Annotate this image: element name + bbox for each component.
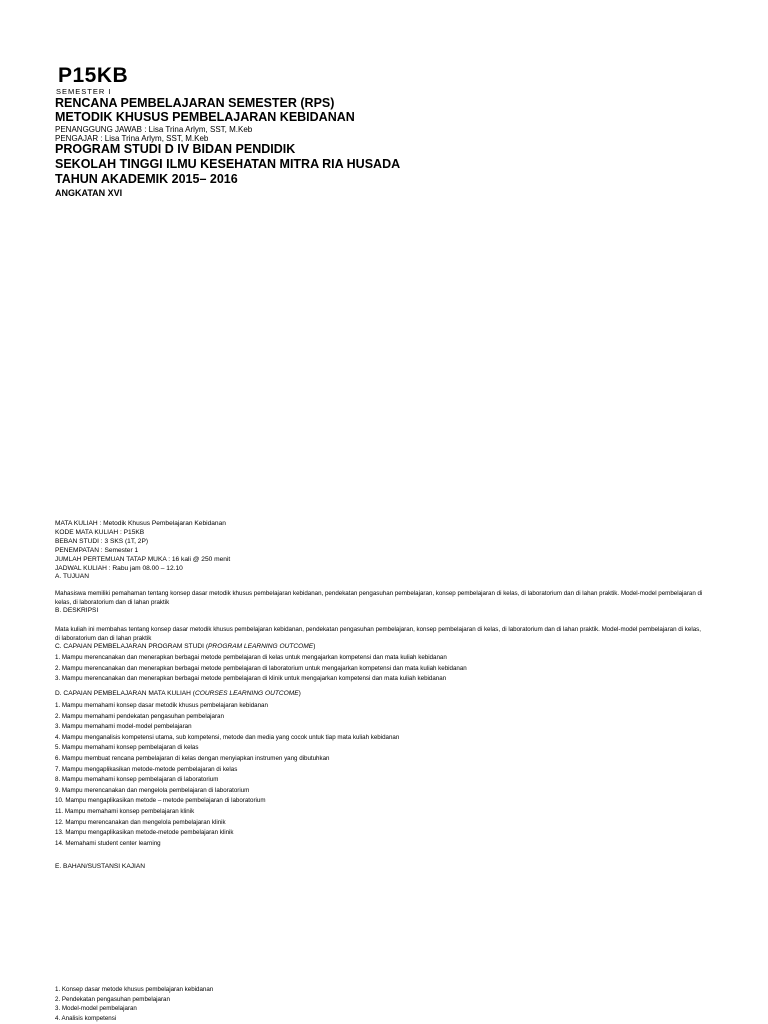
plo-list-item: 2. Mampu merencanakan dan menerapkan berbagai metode pembelajaran di laboratorium untuk mengajarkan kompetensi dan mata kuliah kebidanan xyxy=(55,664,467,672)
semester-label: SEMESTER I xyxy=(56,87,112,96)
clo-list xyxy=(55,701,399,849)
info-penempatan: PENEMPATAN : Semester 1 xyxy=(55,547,139,554)
clo-list-item: 6. Mampu membuat rencana pembelajaran di kelas dengan menyiapkan instrumen yang dibutuhkan xyxy=(55,754,330,762)
clo-list-item: 13. Mampu mengaplikasikan metode-metode pembelajaran klinik xyxy=(55,829,234,837)
clo-list-item: 11. Mampu memahami konsep pembelajaran klinik xyxy=(55,807,195,815)
bahan-list-item: 3. Model-model pembelajaran xyxy=(55,1005,137,1012)
bahan-list xyxy=(55,985,213,1023)
clo-list-item: 2. Mampu memahami pendekatan pengasuhan pembelajaran xyxy=(55,712,224,720)
plo-list-item: 3. Mampu merencanakan dan menerapkan berbagai metode pembelajaran di klinik untuk mengajarkan kompetensi dan mata kuliah kebidanan xyxy=(55,675,447,683)
clo-list-item: 12. Mampu merencanakan dan mengelola pembelajaran klinik xyxy=(55,818,226,826)
bahan-list-item: 2. Pendekatan pengasuhan pembelajaran xyxy=(55,995,170,1003)
clo-list-item: 14. Memahami student center learning xyxy=(55,839,161,847)
plo-list xyxy=(55,653,467,685)
clo-list-item: 4. Mampu menganalisis kompetensi utama, sub kompetensi, metode dan media yang cocok untuk tiap mata kuliah kebidanan xyxy=(55,733,400,741)
plo-list-item: 1. Mampu merencanakan dan menerapkan berbagai metode pembelajaran di kelas untuk mengajarkan kompetensi dan mata kuliah kebidanan xyxy=(55,654,447,661)
clo-list-item: 3. Mampu memahami model-model pembelajaran xyxy=(55,723,192,731)
bahan-heading: E. BAHAN/SUSTANSI KAJIAN xyxy=(55,863,146,870)
tujuan-text: Mahasiswa memiliki pemahaman tentang konsep dasar metodik khusus pembelajaran kebidanan, pendekatan pengasuhan pembelajaran, konsep pembelajaran di kelas, di laboratorium dan di lahan praktik. Model-model pembelajaran di kelas, di laboratorium dan di lahan praktik xyxy=(55,590,703,606)
academic-year: TAHUN AKADEMIK 2015– 2016 xyxy=(55,172,238,186)
plo-heading: C. CAPAIAN PEMBELAJARAN PROGRAM STUDI (PROGRAM LEARNING OUTCOME) xyxy=(55,643,316,650)
clo-list-item: 1. Mampu memahami konsep dasar metodik khusus pembelajaran kebidanan xyxy=(55,702,268,709)
course-code: P15KB xyxy=(58,64,129,87)
title-course: METODIK KHUSUS PEMBELAJARAN KEBIDANAN xyxy=(55,110,355,124)
penanggung-jawab: PENANGGUNG JAWAB : Lisa Trina Arlym, SST, M.Keb xyxy=(55,125,253,134)
clo-list-item: 9. Mampu merencanakan dan mengelola pembelajaran di laboratorium xyxy=(55,786,250,794)
info-beban: BEBAN STUDI : 3 SKS (1T, 2P) xyxy=(55,538,149,545)
title-rps: RENCANA PEMBELAJARAN SEMESTER (RPS) xyxy=(55,96,335,110)
pengajar: PENGAJAR : Lisa Trina Arlym, SST, M.Keb xyxy=(55,134,209,143)
bahan-list-item: 1. Konsep dasar metode khusus pembelajaran kebidanan xyxy=(55,986,214,993)
deskripsi-text: Mata kuliah ini membahas tentang konsep dasar metodik khusus pembelajaran kebidanan, pendekatan pengasuhan pembelajaran, konsep pembelajaran di kelas, di laboratorium dan di lahan praktik. Model-model pembelajaran di kelas, di laboratorium dan di lahan praktik xyxy=(55,626,701,642)
bahan-list-item: 4. Analisis kompetensi xyxy=(55,1014,117,1022)
clo-list-item: 10. Mampu mengaplikasikan metode – metode pembelajaran di laboratorium xyxy=(55,797,266,805)
clo-heading: D. CAPAIAN PEMBELAJARAN MATA KULIAH (COURSES LEARNING OUTCOME) xyxy=(55,690,301,697)
program-studi: PROGRAM STUDI D IV BIDAN PENDIDIK xyxy=(55,142,296,156)
angkatan: ANGKATAN XVI xyxy=(55,188,123,198)
clo-list-item: 5. Mampu memahami konsep pembelajaran di kelas xyxy=(55,744,199,752)
tujuan-heading: A. TUJUAN xyxy=(55,573,89,580)
clo-list-item: 7. Mampu mengaplikasikan metode-metode pembelajaran di kelas xyxy=(55,765,238,773)
school-name: SEKOLAH TINGGI ILMU KESEHATAN MITRA RIA HUSADA xyxy=(55,157,401,171)
info-jadwal: JADWAL KULIAH : Rabu jam 08.00 – 12.10 xyxy=(55,565,183,572)
info-mata-kuliah: MATA KULIAH : Metodik Khusus Pembelajaran Kebidanan xyxy=(55,520,226,527)
info-kode: KODE MATA KULIAH : P15KB xyxy=(55,529,145,536)
deskripsi-heading: B. DESKRIPSI xyxy=(55,607,99,614)
clo-list-item: 8. Mampu memahami konsep pembelajaran di laboratorium xyxy=(55,776,219,784)
info-jumlah: JUMLAH PERTEMUAN TATAP MUKA : 16 kali @ 250 menit xyxy=(55,556,231,563)
